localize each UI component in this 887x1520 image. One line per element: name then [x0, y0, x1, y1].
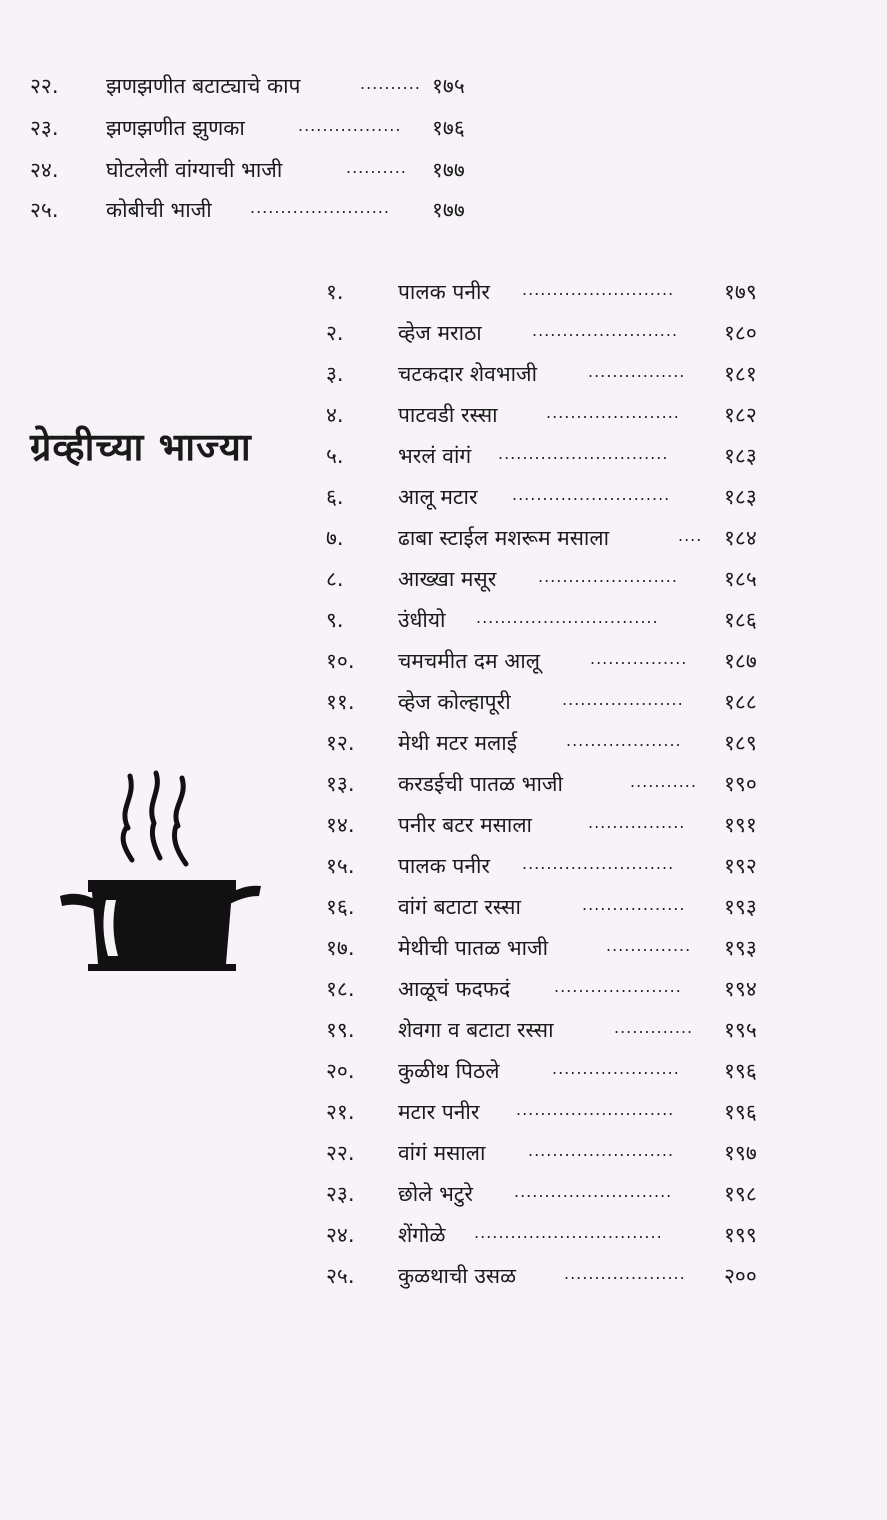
item-page: १७६ [432, 116, 465, 140]
item-number: १०. [326, 649, 355, 673]
item-title: कुळीथ पिठले [398, 1059, 500, 1083]
item-number: १८. [326, 977, 355, 1001]
item-number: १३. [326, 772, 355, 796]
leader-dots: .......................... [516, 1100, 675, 1119]
item-number: २. [326, 321, 344, 345]
leader-dots: ......................... [522, 854, 675, 873]
list-item [326, 682, 776, 722]
list-item [326, 518, 776, 558]
item-page: १९९ [724, 1223, 757, 1247]
leader-dots: ............. [614, 1018, 694, 1037]
item-page: १८२ [724, 403, 757, 427]
item-number: २०. [326, 1059, 355, 1083]
list-item [326, 723, 776, 763]
item-number: ३. [326, 362, 344, 386]
item-number: ४. [326, 403, 344, 427]
item-number: ११. [326, 690, 355, 714]
leader-dots: .................... [564, 1264, 686, 1283]
item-title: कोबीची भाजी [106, 198, 212, 222]
item-number: ५. [326, 444, 344, 468]
cooking-pot-icon [58, 768, 263, 973]
list-item [326, 1215, 776, 1255]
item-title: उंधीयो [398, 608, 446, 632]
leader-dots: ........................ [528, 1141, 675, 1160]
item-page: १७७ [432, 198, 465, 222]
list-item [30, 150, 490, 190]
item-title: व्हेज कोल्हापूरी [398, 690, 511, 714]
item-title: करडईची पातळ भाजी [398, 772, 563, 796]
leader-dots: .......... [360, 74, 421, 93]
leader-dots: ............................... [474, 1223, 663, 1242]
list-item [30, 66, 490, 106]
item-number: १४. [326, 813, 355, 837]
item-page: १९१ [724, 813, 757, 837]
item-title: घोटलेली वांग्याची भाजी [106, 158, 283, 182]
list-item [326, 477, 776, 517]
item-page: १९६ [724, 1059, 757, 1083]
item-page: १९३ [724, 895, 757, 919]
list-item [326, 846, 776, 886]
item-title: शेंगोळे [398, 1223, 446, 1247]
item-page: १९८ [724, 1182, 757, 1206]
item-page: १९३ [724, 936, 757, 960]
item-title: चटकदार शेवभाजी [398, 362, 538, 386]
item-page: १७७ [432, 158, 465, 182]
item-title: आलू मटार [398, 485, 478, 509]
item-number: २५. [30, 198, 59, 222]
item-number: ९. [326, 608, 344, 632]
leader-dots: .............. [606, 936, 692, 955]
item-number: ८. [326, 567, 344, 591]
item-number: १५. [326, 854, 355, 878]
item-number: ६. [326, 485, 344, 509]
item-title: वांगं बटाटा रस्सा [398, 895, 521, 919]
list-item [326, 641, 776, 681]
list-item [326, 764, 776, 804]
item-number: २५. [326, 1264, 355, 1288]
list-item [326, 969, 776, 1009]
leader-dots: ................... [566, 731, 682, 750]
item-number: २४. [30, 158, 59, 182]
leader-dots: .... [678, 526, 703, 545]
list-item [326, 313, 776, 353]
item-title: शेवगा व बटाटा रस्सा [398, 1018, 554, 1042]
item-title: पालक पनीर [398, 854, 491, 878]
leader-dots: .......... [346, 158, 407, 177]
item-page: १८१ [724, 362, 757, 386]
item-title: कुळथाची उसळ [398, 1264, 517, 1288]
item-number: २३. [326, 1182, 355, 1206]
item-page: १९६ [724, 1100, 757, 1124]
item-number: ७. [326, 526, 344, 550]
item-page: १९२ [724, 854, 757, 878]
list-item [326, 1174, 776, 1214]
item-title: आख्खा मसूर [398, 567, 497, 591]
item-number: १. [326, 280, 344, 304]
leader-dots: .......................... [514, 1182, 673, 1201]
item-title: पनीर बटर मसाला [398, 813, 532, 837]
item-title: ढाबा स्टाईल मशरूम मसाला [398, 526, 610, 550]
item-title: मेथीची पातळ भाजी [398, 936, 549, 960]
item-number: २४. [326, 1223, 355, 1247]
leader-dots: .................... [562, 690, 684, 709]
item-page: १८३ [724, 485, 757, 509]
item-number: २२. [30, 74, 59, 98]
item-page: १९० [724, 772, 757, 796]
leader-dots: ................ [588, 813, 686, 832]
leader-dots: ................ [590, 649, 688, 668]
list-item [326, 1010, 776, 1050]
leader-dots: .............................. [476, 608, 659, 627]
item-page: १७९ [724, 280, 757, 304]
item-title: चमचमीत दम आलू [398, 649, 540, 673]
item-title: पालक पनीर [398, 280, 491, 304]
item-page: १९७ [724, 1141, 757, 1165]
item-title: मेथी मटर मलाई [398, 731, 518, 755]
list-item [326, 928, 776, 968]
item-number: १९. [326, 1018, 355, 1042]
list-item [30, 190, 490, 230]
list-item [326, 805, 776, 845]
item-title: झणझणीत बटाट्याचे काप [106, 74, 301, 98]
leader-dots: ....................... [250, 198, 390, 217]
list-item [326, 600, 776, 640]
item-page: १८६ [724, 608, 757, 632]
item-title: मटार पनीर [398, 1100, 480, 1124]
list-item [326, 395, 776, 435]
list-item [326, 1133, 776, 1173]
item-page: १८३ [724, 444, 757, 468]
leader-dots: ..................... [552, 1059, 680, 1078]
list-item [326, 1256, 776, 1296]
leader-dots: ................. [582, 895, 686, 914]
item-title: झणझणीत झुणका [106, 116, 245, 140]
item-page: १८० [724, 321, 757, 345]
item-title: आळूचं फदफदं [398, 977, 511, 1001]
leader-dots: ................. [298, 116, 402, 135]
item-page: १८८ [724, 690, 757, 714]
list-item [326, 1051, 776, 1091]
item-page: १८७ [724, 649, 757, 673]
item-title: भरलं वांगं [398, 444, 472, 468]
item-title: छोले भटुरे [398, 1182, 474, 1206]
leader-dots: .......................... [512, 485, 671, 504]
leader-dots: ........... [630, 772, 697, 791]
leader-dots: ......................... [522, 280, 675, 299]
item-page: २०० [724, 1264, 757, 1288]
list-item [326, 436, 776, 476]
section-title: ग्रेव्हीच्या भाज्या [30, 425, 252, 469]
item-number: १६. [326, 895, 355, 919]
item-page: १८९ [724, 731, 757, 755]
list-item [326, 887, 776, 927]
list-item [326, 272, 776, 312]
leader-dots: ...................... [546, 403, 680, 422]
item-title: पाटवडी रस्सा [398, 403, 498, 427]
item-number: १२. [326, 731, 355, 755]
item-page: १८५ [724, 567, 757, 591]
leader-dots: ............................ [498, 444, 669, 463]
item-page: १७५ [432, 74, 465, 98]
leader-dots: ..................... [554, 977, 682, 996]
list-item [326, 559, 776, 599]
item-number: २३. [30, 116, 59, 140]
list-item [30, 108, 490, 148]
item-page: १८४ [724, 526, 757, 550]
leader-dots: ........................ [532, 321, 679, 340]
item-title: व्हेज मराठा [398, 321, 482, 345]
item-page: १९५ [724, 1018, 757, 1042]
list-item [326, 354, 776, 394]
leader-dots: ................ [588, 362, 686, 381]
item-number: २१. [326, 1100, 355, 1124]
item-title: वांगं मसाला [398, 1141, 486, 1165]
leader-dots: ....................... [538, 567, 678, 586]
item-number: २२. [326, 1141, 355, 1165]
list-item [326, 1092, 776, 1132]
item-number: १७. [326, 936, 355, 960]
item-page: १९४ [724, 977, 757, 1001]
